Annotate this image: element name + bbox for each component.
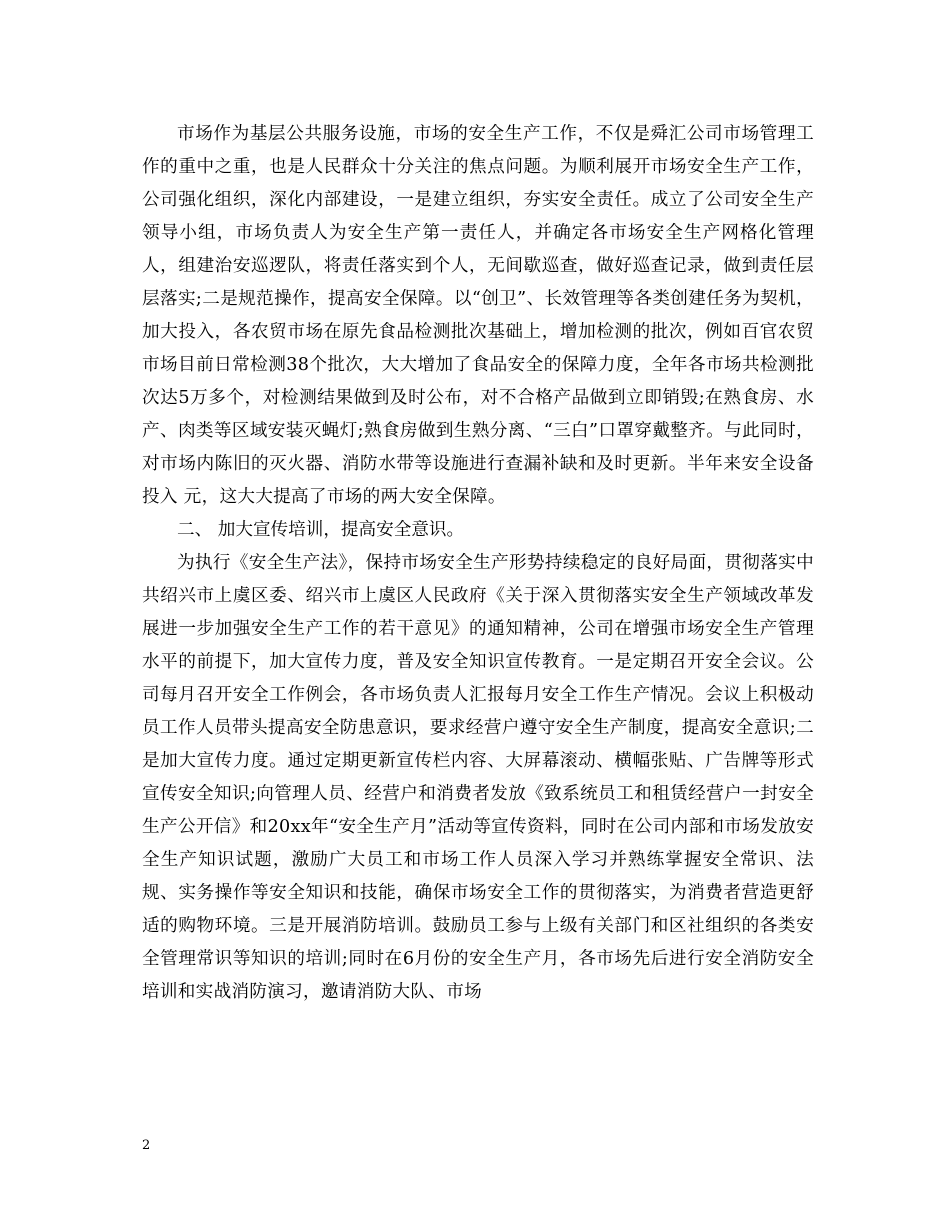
body-paragraph: 为执行《安全生产法》，保持市场安全生产形势持续稳定的良好局面，贯彻落实中共绍兴市上虞区委、绍兴市上虞区人民政府《关于深入贯彻落实安全生产领域改革发展进一步加强安全生产工作的若干意见》的通知精神，公司在增强市场安全生产管理水平的前提下，加大宣传力度，普及安全知识宣传教育。一是定期召开安全会议。公司每月召开安全工作例会，各市场负责人汇报每月安全工作生产情况。会议上积极动员工作人员带头提高安全防患意识，要求经营户遵守安全生产制度，提高安全意识;二是加大宣传力度。通过定期更新宣传栏内容、大屏幕滚动、横幅张贴、广告牌等形式宣传安全知识;向管理人员、经营户和消费者发放《致系统员工和租赁经营户一封安全生产公开信》和20xx年“安全生产月”活动等宣传资料，同时在公司内部和市场发放安全生产知识试题，激励广大员工和市场工作人员深入学习并熟练掌握安全常识、法规、实务操作等安全知识和技能，确保市场安全工作的贯彻落实，为消费者营造更舒适的购物环境。三是开展消防培训。鼓励员工参与上级有关部门和区社组织的各类安全管理常识等知识的培训;同时在6月份的安全生产月，各市场先后进行安全消防安全培训和实战消防演习，邀请消防大队、市场 xyxy=(142,553,814,1002)
document-body xyxy=(142,118,814,1009)
body-paragraph: 市场作为基层公共服务设施，市场的安全生产工作，不仅是舜汇公司市场管理工作的重中之重，也是人民群众十分关注的焦点问题。为顺利展开市场安全生产工作，公司强化组织，深化内部建设，一是建立组织，夯实安全责任。成立了公司安全生产领导小组，市场负责人为安全生产第一责任人，并确定各市场安全生产网格化管理人，组建治安巡逻队，将责任落实到个人，无间歇巡查，做好巡查记录，做到责任层层落实;二是规范操作，提高安全保障。以“创卫”、长效管理等各类创建任务为契机，加大投入，各农贸市场在原先食品检测批次基础上，增加检测的批次，例如百官农贸市场目前日常检测38个批次，大大增加了食品安全的保障力度，全年各市场共检测批次达5万多个，对检测结果做到及时公布，对不合格产品做到立即销毁;在熟食房、水产、肉类等区域安装灭蝇灯;熟食房做到生熟分离、“三白”口罩穿戴整齐。与此同时，对市场内陈旧的灭火器、消防水带等设施进行查漏补缺和及时更新。半年来安全设备投入 元，这大大提高了市场的两大安全保障。 xyxy=(142,124,814,507)
section-heading: 二、 加大宣传培训，提高安全意识。 xyxy=(177,520,465,540)
page-number: 2 xyxy=(142,1138,151,1153)
